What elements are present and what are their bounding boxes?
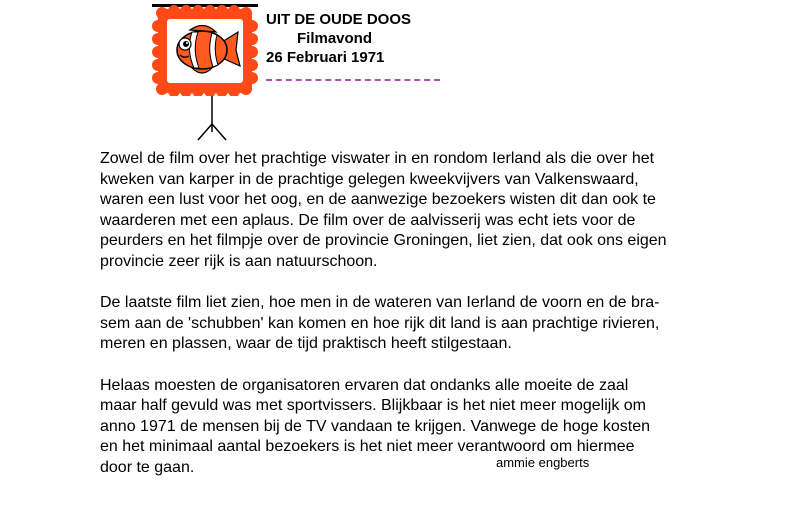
article-header <box>266 10 411 67</box>
paragraph-1 <box>100 149 720 272</box>
text-line: waren een lust voor het oog, en de aanwezige bezoekers wisten dit dan ook te <box>100 191 656 208</box>
text-line: door te gaan. <box>100 458 195 476</box>
text-line: anno 1971 de mensen bij de TV vandaan te krijgen. Vanwege de hoge kosten <box>100 417 651 435</box>
text-line: Zowel de film over het prachtige viswater in en rondom Ierland als die over het <box>100 150 655 167</box>
screen-stand <box>192 96 232 144</box>
clownfish-icon <box>152 4 258 96</box>
text-line: en het minimaal aantal bezoekers is het niet meer verantwoord om hiermee <box>100 438 635 455</box>
article-body <box>100 149 720 499</box>
paragraph-2 <box>100 293 720 355</box>
clownfish-logo <box>152 4 258 96</box>
text-line: peurders en het filmpje over de provincie Groningen, liet zien, dat ook ons eigen <box>100 232 667 249</box>
text-line: sem aan de 'schubben' kan komen en hoe rijk dit land is aan prachtige rivieren, <box>100 314 660 332</box>
text-line: Helaas moesten de organisatoren ervaren dat ondanks alle moeite de zaal <box>100 376 629 394</box>
text-line: waarderen met een aplaus. De film over de aalvisserij was echt iets voor de <box>100 211 636 229</box>
text-line: De laatste film liet zien, hoe men in de wateren van Ierland de voorn en de bra- <box>100 294 660 311</box>
paragraph-3 <box>100 376 720 479</box>
header-title: UIT DE OUDE DOOS <box>266 11 412 28</box>
author-name: ammie engberts <box>496 455 590 470</box>
header-date: 26 Februari 1971 <box>266 49 385 66</box>
header-subtitle: Filmavond <box>297 30 373 47</box>
dashed-divider <box>266 79 440 81</box>
text-line: kweken van karper in de prachtige gelegen kweekvijvers van Valkenswaard, <box>100 170 639 188</box>
text-line: meren en plassen, waar de tijd praktisch heeft stilgestaan. <box>100 335 512 352</box>
text-line: maar half gevuld was met sportvissers. Blijkbaar is het niet meer mogelijk om <box>100 397 646 414</box>
text-line: provincie zeer rijk is aan natuurschoon. <box>100 252 378 270</box>
